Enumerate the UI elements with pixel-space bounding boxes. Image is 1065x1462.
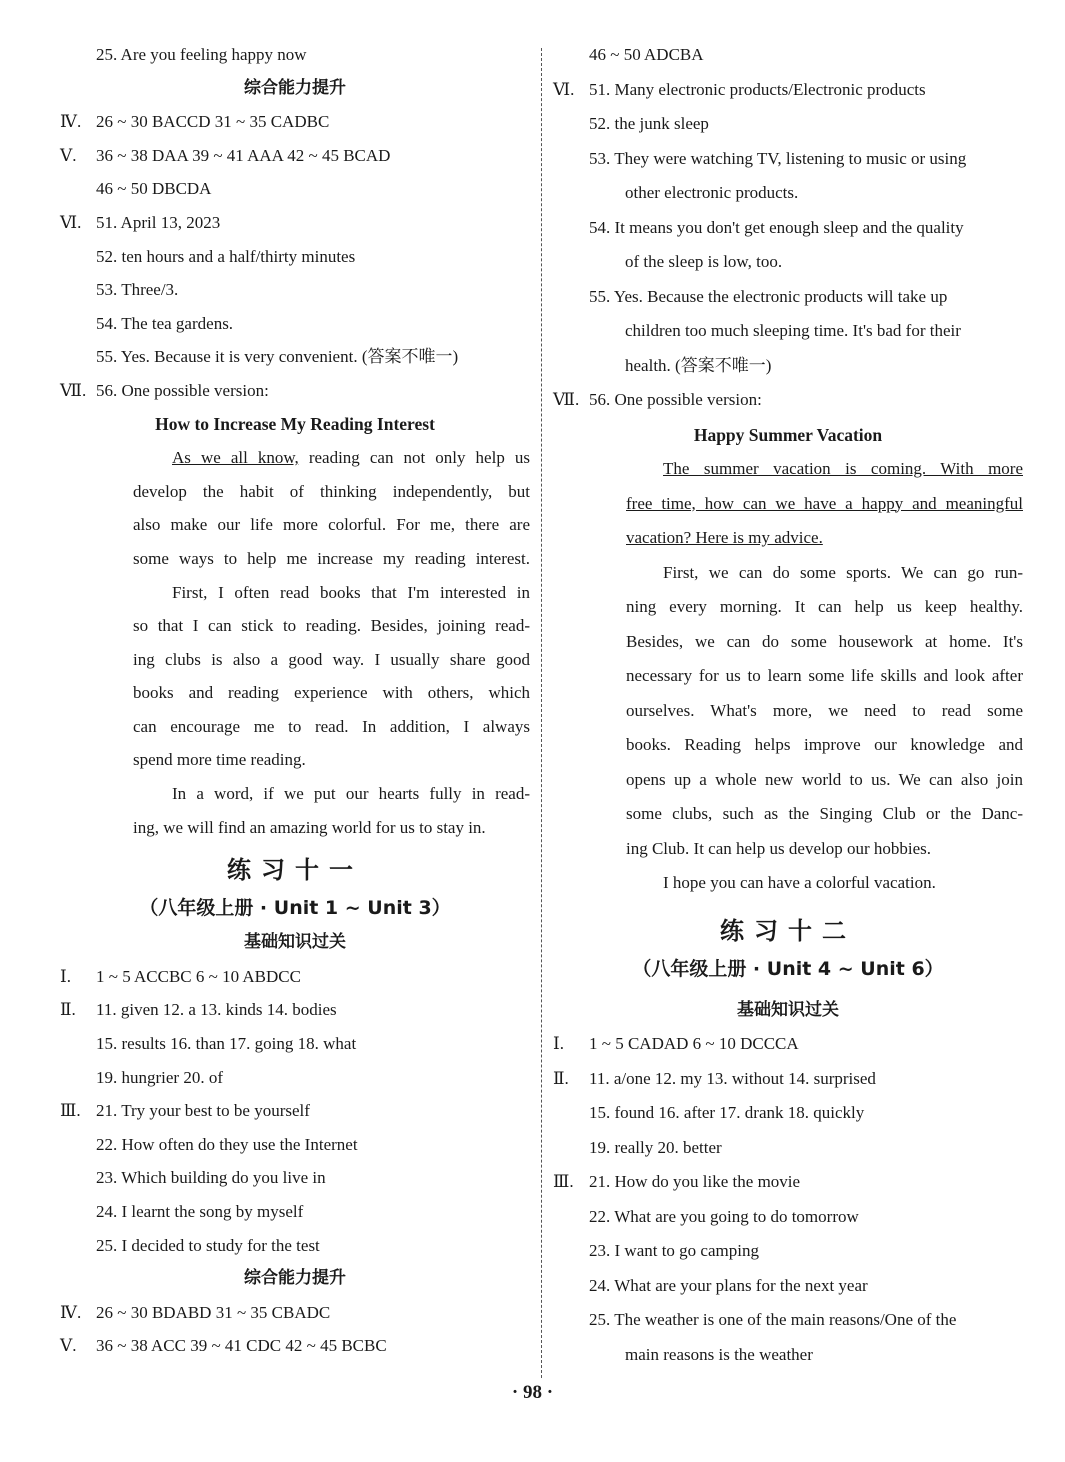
exercise-title: 练习十二 [720, 916, 856, 945]
answer-line: 55. Yes. Because it is very convenient. (答案不唯一) [96, 347, 459, 367]
essay-line: so that I can stick to reading. Besides, joining read- [133, 616, 530, 636]
roman-numeral: Ⅲ. [553, 1172, 574, 1191]
answer-line: 55. Yes. Because the electronic products will take up [589, 286, 948, 306]
underlined-essay-line [553, 521, 1023, 556]
underlined-essay-line: free time, how can we have a happy and meaningful [626, 493, 1023, 513]
roman-numeral: Ⅶ. [553, 390, 580, 409]
roman-numeral: Ⅳ. [60, 112, 82, 132]
answer-line: 22. How often do they use the Internet [96, 1134, 358, 1154]
answer-text: 11. given 12. a 13. kinds 14. bodies [96, 1000, 337, 1020]
answer-text: 56. One possible version: [96, 380, 269, 400]
essay-line: ing clubs is also a good way. I usually share good [133, 649, 530, 669]
essay-line: also make our life more colorful. For me, there are [133, 515, 530, 535]
answer-line: 19. hungrier 20. of [96, 1067, 224, 1087]
answer-line: 54. The tea gardens. [96, 313, 234, 333]
exercise-title: 练习十一 [227, 856, 363, 885]
answer-line [553, 1027, 1023, 1062]
answer-line [60, 139, 530, 173]
answer-text: 21. Try your best to be yourself [96, 1101, 310, 1121]
answer-line: other electronic products. [625, 183, 799, 202]
answer-line [60, 960, 530, 994]
left-column [60, 38, 530, 1363]
answer-line: 15. found 16. after 17. drank 18. quickly [589, 1103, 865, 1122]
essay-line: books and reading experience with others, which [133, 683, 530, 703]
answer-line [60, 1329, 530, 1363]
roman-numeral: Ⅳ. [60, 1302, 82, 1322]
essay-line: ning every morning. It can help us keep healthy. [626, 597, 1023, 616]
essay-line: First, we can do some sports. We can go run- [663, 562, 1023, 582]
answer-line: 52. the junk sleep [589, 114, 709, 133]
answer-line: of the sleep is low, too. [625, 252, 783, 271]
answer-text: 11. a/one 12. my 13. without 14. surprised [589, 1068, 876, 1088]
essay-line: Besides, we can do some housework at home. It's [626, 631, 1023, 651]
essay-title: How to Increase My Reading Interest [155, 413, 435, 434]
answer-line: main reasons is the weather [625, 1344, 813, 1364]
essay-line: spend more time reading. [133, 750, 306, 770]
page-number: · 98 · [511, 1382, 554, 1403]
answer-text: 51. April 13, 2023 [96, 212, 221, 232]
answer-line: 22. What are you going to do tomorrow [589, 1206, 859, 1226]
answer-text: 26 ~ 30 BACCD 31 ~ 35 CADBC [96, 112, 330, 132]
answer-line: 53. They were watching TV, listening to music or using [589, 148, 967, 168]
essay-line: I hope you can have a colorful vacation. [663, 873, 936, 892]
answer-text: 36 ~ 38 DAA 39 ~ 41 AAA 42 ~ 45 BCAD [96, 145, 391, 165]
answer-line [553, 1062, 1023, 1097]
essay-line: some clubs, such as the Singing Club or the Danc- [626, 804, 1023, 823]
essay-line: ing, we will find an amazing world for us to stay in. [133, 817, 486, 837]
answer-line [60, 374, 530, 408]
answer-line: 52. ten hours and a half/thirty minutes [96, 246, 356, 266]
section-heading: 综合能力提升 [244, 1268, 346, 1289]
underlined-essay-line: The summer vacation is coming. With more [663, 459, 1023, 478]
underlined-phrase: As we all know, [172, 448, 299, 468]
answer-line [553, 383, 1023, 418]
essay-line: books. Reading helps improve our knowledge and [626, 735, 1023, 754]
answer-text: 56. One possible version: [589, 390, 762, 409]
answer-line [553, 1165, 1023, 1200]
answer-text: 21. How do you like the movie [589, 1172, 801, 1191]
answer-line: 53. Three/3. [96, 280, 179, 300]
essay-text: reading can not only help us [298, 448, 530, 468]
section-heading: 基础知识过关 [737, 999, 839, 1020]
answer-line: 19. really 20. better [589, 1137, 722, 1157]
essay-line: First, I often read books that I'm interested in [172, 582, 530, 602]
answer-line: 25. The weather is one of the main reasons/One of the [589, 1310, 957, 1329]
answer-line: 24. What are your plans for the next year [589, 1275, 868, 1295]
essay-line: opens up a whole new world to us. We can also join [626, 769, 1023, 789]
roman-numeral: Ⅲ. [60, 1101, 81, 1121]
essay-line: develop the habit of thinking independently, but [133, 481, 530, 501]
answer-text: 51. Many electronic products/Electronic products [589, 79, 926, 99]
essay-line: In a word, if we put our hearts fully in read- [172, 784, 530, 804]
answer-line [60, 1094, 530, 1128]
roman-numeral: Ⅶ. [60, 380, 87, 400]
roman-numeral: Ⅴ. [60, 145, 77, 165]
roman-numeral: Ⅵ. [553, 79, 575, 99]
answer-line: 15. results 16. than 17. going 18. what [96, 1034, 357, 1054]
answer-line: children too much sleeping time. It's bad for their [625, 321, 961, 340]
roman-numeral: Ⅰ. [553, 1034, 564, 1053]
answer-line [60, 206, 530, 240]
answer-text: 36 ~ 38 ACC 39 ~ 41 CDC 42 ~ 45 BCBC [96, 1336, 387, 1356]
essay-line: ing Club. It can help us develop our hobbies. [626, 838, 932, 858]
essay-line [60, 441, 530, 475]
essay-line: some ways to help me increase my reading interest. [133, 548, 530, 568]
essay-line: can encourage me to read. In addition, I always [133, 716, 530, 736]
right-column [553, 38, 1023, 1372]
answer-line: 23. Which building do you live in [96, 1168, 326, 1188]
answer-line: 23. I want to go camping [589, 1241, 759, 1260]
section-heading: 基础知识过关 [244, 932, 346, 953]
answer-line: 46 ~ 50 ADCBA [589, 45, 704, 64]
answer-line: 25. Are you feeling happy now [96, 45, 307, 64]
answer-text: 1 ~ 5 ACCBC 6 ~ 10 ABDCC [96, 966, 301, 986]
column-divider [541, 48, 542, 1378]
answer-text: 1 ~ 5 CADAD 6 ~ 10 DCCCA [589, 1034, 799, 1053]
answer-line [553, 73, 1023, 108]
essay-line: necessary for us to learn some life skills and look after [626, 666, 1023, 685]
exercise-subtitle: （八年级上册 · Unit 1 ~ Unit 3） [139, 897, 451, 920]
answer-line: 46 ~ 50 DBCDA [96, 179, 212, 199]
essay-line: ourselves. What's more, we need to read some [626, 700, 1023, 720]
exercise-subtitle: （八年级上册 · Unit 4 ~ Unit 6） [632, 957, 944, 980]
underlined-phrase: vacation? Here is my advice. [626, 528, 823, 547]
roman-numeral: Ⅴ. [60, 1336, 77, 1356]
section-heading: 综合能力提升 [244, 77, 346, 98]
answer-line: 54. It means you don't get enough sleep and the quality [589, 217, 964, 237]
roman-numeral: Ⅱ. [60, 1000, 76, 1020]
answer-line: health. (答案不唯一) [625, 355, 772, 375]
answer-line: 25. I decided to study for the test [96, 1235, 320, 1255]
answer-line [60, 105, 530, 139]
roman-numeral: Ⅰ. [60, 966, 71, 986]
answer-text: 26 ~ 30 BDABD 31 ~ 35 CBADC [96, 1302, 331, 1322]
roman-numeral: Ⅱ. [553, 1068, 569, 1088]
answer-line: 24. I learnt the song by myself [96, 1202, 304, 1221]
essay-title: Happy Summer Vacation [693, 424, 883, 445]
roman-numeral: Ⅵ. [60, 212, 82, 232]
answer-line [60, 993, 530, 1027]
answer-line [60, 1296, 530, 1330]
